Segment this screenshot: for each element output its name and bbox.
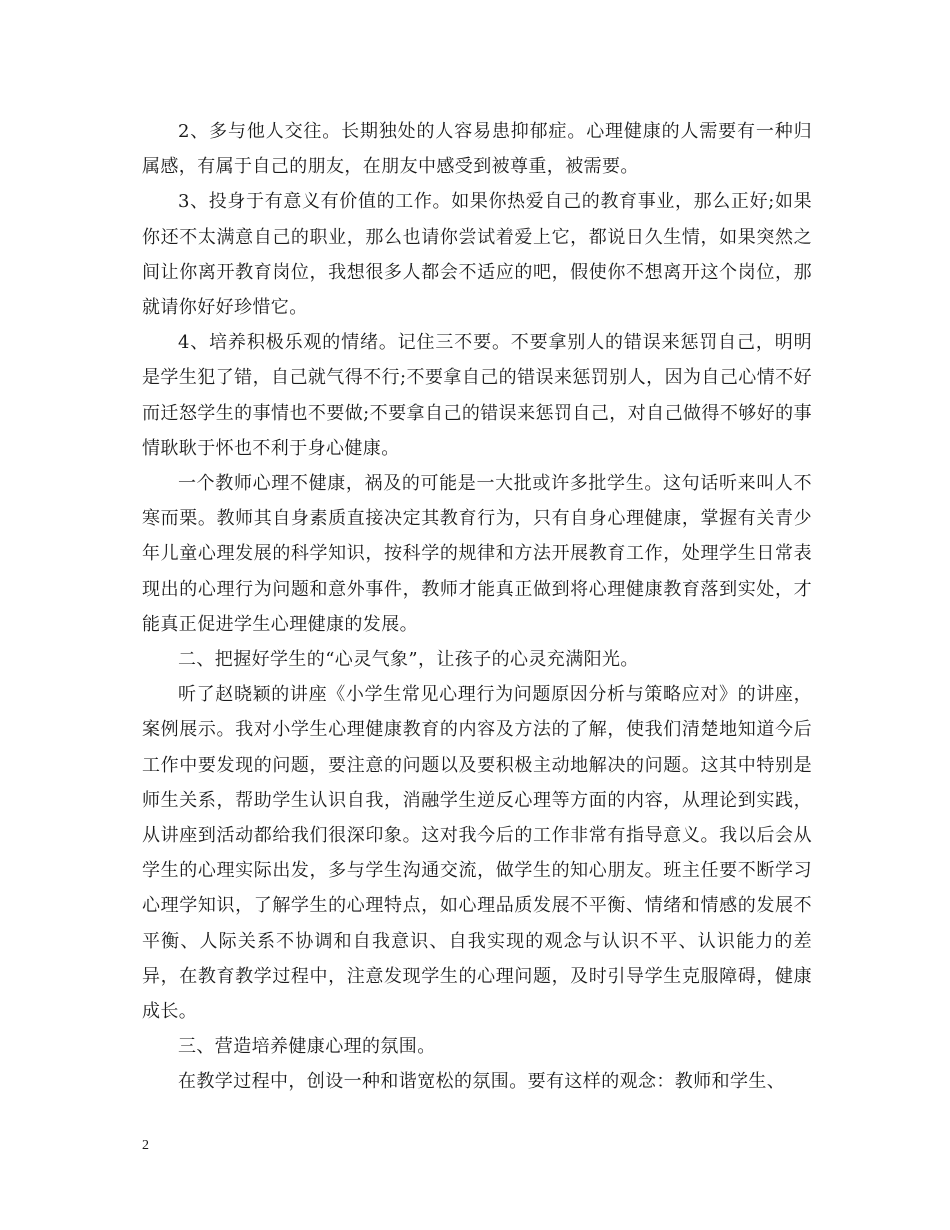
section-heading-2: 二、把握好学生的“心灵气象”，让孩子的心灵充满阳光。: [178, 649, 639, 671]
paragraph-3: 4、培养积极乐观的情绪。记住三不要。不要拿别人的错误来惩罚自己，明明是学生犯了错，自己就气得不行;不要拿自己的错误来惩罚别人，因为自己心情不好而迁怒学生的事情也不要做;不要拿自己的错误来惩罚自己，对自己做得不够好的事情耿耿于怀也不利于身心健康。: [142, 332, 812, 459]
paragraph-6: 在教学过程中，创设一种和谐宽松的氛围。要有这样的观念：教师和学生、: [178, 1071, 786, 1093]
paragraph-4: 一个教师心理不健康，祸及的可能是一大批或许多批学生。这句话听来叫人不寒而栗。教师其自身素质直接决定其教育行为，只有自身心理健康，掌握有关青少年儿童心理发展的科学知识，按科学的规律和方法开展教育工作，处理学生日常表现出的心理行为问题和意外事件，教师才能真正做到将心理健康教育落到实处，才能真正促进学生心理健康的发展。: [142, 473, 812, 635]
paragraph-2: 3、投身于有意义有价值的工作。如果你热爱自己的教育事业，那么正好;如果你还不太满意自己的职业，那么也请你尝试着爱上它，都说日久生情，如果突然之间让你离开教育岗位，我想很多人都会不适应的吧，假使你不想离开这个岗位，那就请你好好珍惜它。: [142, 191, 812, 319]
page-number: 2: [142, 1138, 149, 1153]
document-body: [142, 114, 812, 1100]
section-heading-3: 三、营造培养健康心理的氛围。: [178, 1036, 436, 1058]
paragraph-1: 2、多与他人交往。长期独处的人容易患抑郁症。心理健康的人需要有一种归属感，有属于自己的朋友，在朋友中感受到被尊重，被需要。: [142, 121, 812, 178]
paragraph-5: 听了赵晓颖的讲座《小学生常见心理行为问题原因分析与策略应对》的讲座，案例展示。我对小学生心理健康教育的内容及方法的了解，使我们清楚地知道今后工作中要发现的问题，要注意的问题以及要积极主动地解决的问题。这其中特别是师生关系，帮助学生认识自我，消融学生逆反心理等方面的内容，从理论到实践，从讲座到活动都给我们很深印象。这对我今后的工作非常有指导意义。我以后会从学生的心理实际出发，多与学生沟通交流，做学生的知心朋友。班主任要不断学习心理学知识，了解学生的心理特点，如心理品质发展不平衡、情绪和情感的发展不平衡、人际关系不协调和自我意识、自我实现的观念与认识不平、认识能力的差异，在教育教学过程中，注意发现学生的心理问题，及时引导学生克服障碍，健康成长。: [142, 684, 812, 1023]
